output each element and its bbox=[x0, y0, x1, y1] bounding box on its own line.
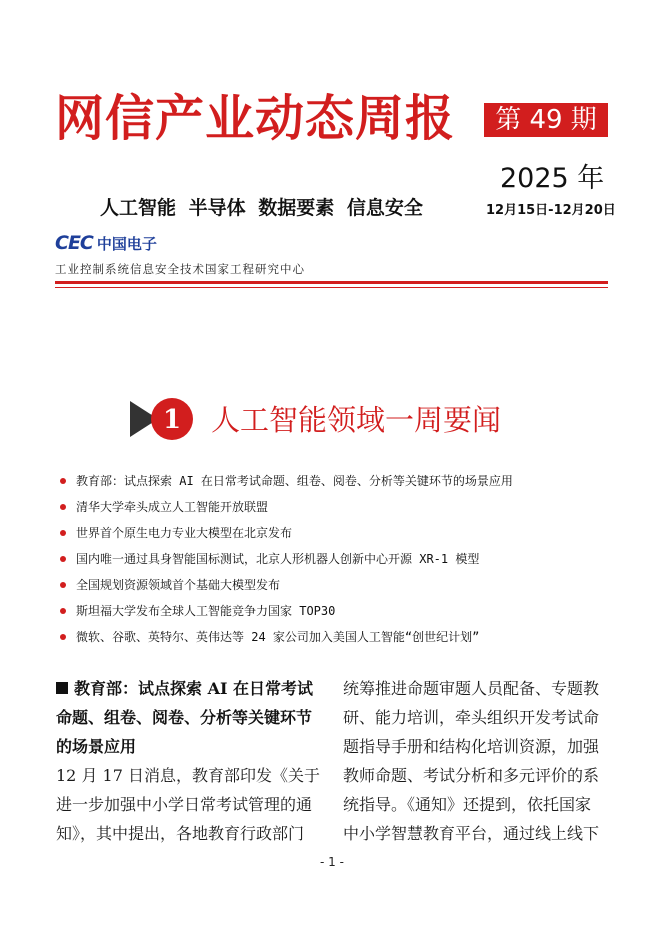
article-title: 教育部：试点探索 AI 在日常考试 命题、组卷、阅卷、分析等关键环节 的场景应用 bbox=[56, 679, 314, 756]
headline-item[interactable]: 教育部：试点探索 AI 在日常考试命题、组卷、阅卷、分析等关键环节的场景应用 bbox=[60, 468, 513, 494]
headline-item[interactable]: 国内唯一通过具身智能国标测试，北京人形机器人创新中心开源 XR-1 模型 bbox=[60, 546, 513, 572]
section-title: 人工智能领域一周要闻 bbox=[211, 403, 502, 437]
headline-item[interactable]: 清华大学牵头成立人工智能开放联盟 bbox=[60, 494, 513, 520]
section-number: 1 bbox=[162, 405, 182, 435]
article-body-left: 12 月 17 日消息，教育部印发《关于 进一步加强中小学日常考试管理的通 知》，其中提出，各地教育行政部门 bbox=[56, 766, 320, 843]
section-number-icon bbox=[128, 397, 194, 441]
header-rule-thick bbox=[55, 281, 608, 284]
report-year: 2025 年 bbox=[500, 163, 605, 194]
square-bullet-icon bbox=[56, 682, 68, 694]
article-column-left bbox=[56, 674, 324, 848]
headline-item[interactable]: 微软、谷歌、英特尔、英伟达等 24 家公司加入美国人工智能“创世纪计划” bbox=[60, 624, 513, 650]
bullet-dot-icon bbox=[60, 634, 66, 640]
logo-latin-text: CEC bbox=[55, 232, 93, 254]
bullet-dot-icon bbox=[60, 608, 66, 614]
headline-item[interactable]: 斯坦福大学发布全球人工智能竞争力国家 TOP30 bbox=[60, 598, 513, 624]
organization-name: 工业控制系统信息安全技术国家工程研究中心 bbox=[55, 262, 305, 276]
header-rule-thin bbox=[55, 287, 608, 288]
headline-item[interactable]: 世界首个原生电力专业大模型在北京发布 bbox=[60, 520, 513, 546]
topics-line: 人工智能 半导体 数据要素 信息安全 bbox=[100, 197, 423, 219]
cec-logo bbox=[55, 232, 157, 254]
date-range: 12月15日-12月20日 bbox=[486, 203, 616, 218]
bullet-dot-icon bbox=[60, 582, 66, 588]
article-column-right: 统筹推进命题审题人员配备、专题教 研、能力培训，牵头组织开发考试命 题指导手册和结构化培训资源，加强 教师命题、考试分析和多元评价的系 统指导。《通知》还提到，依托国家 中小学智慧教育平台，通过线上线下 bbox=[343, 679, 600, 843]
headline-list bbox=[60, 468, 513, 650]
bullet-dot-icon bbox=[60, 504, 66, 510]
report-title: 网信产业动态周报 bbox=[55, 90, 456, 147]
bullet-dot-icon bbox=[60, 556, 66, 562]
logo-chinese-text: 中国电子 bbox=[96, 234, 157, 253]
headline-item[interactable]: 全国规划资源领域首个基础大模型发布 bbox=[60, 572, 513, 598]
bullet-dot-icon bbox=[60, 478, 66, 484]
issue-badge: 第 49 期 bbox=[484, 103, 608, 137]
bullet-dot-icon bbox=[60, 530, 66, 536]
page-number: - 1 - bbox=[320, 855, 344, 869]
